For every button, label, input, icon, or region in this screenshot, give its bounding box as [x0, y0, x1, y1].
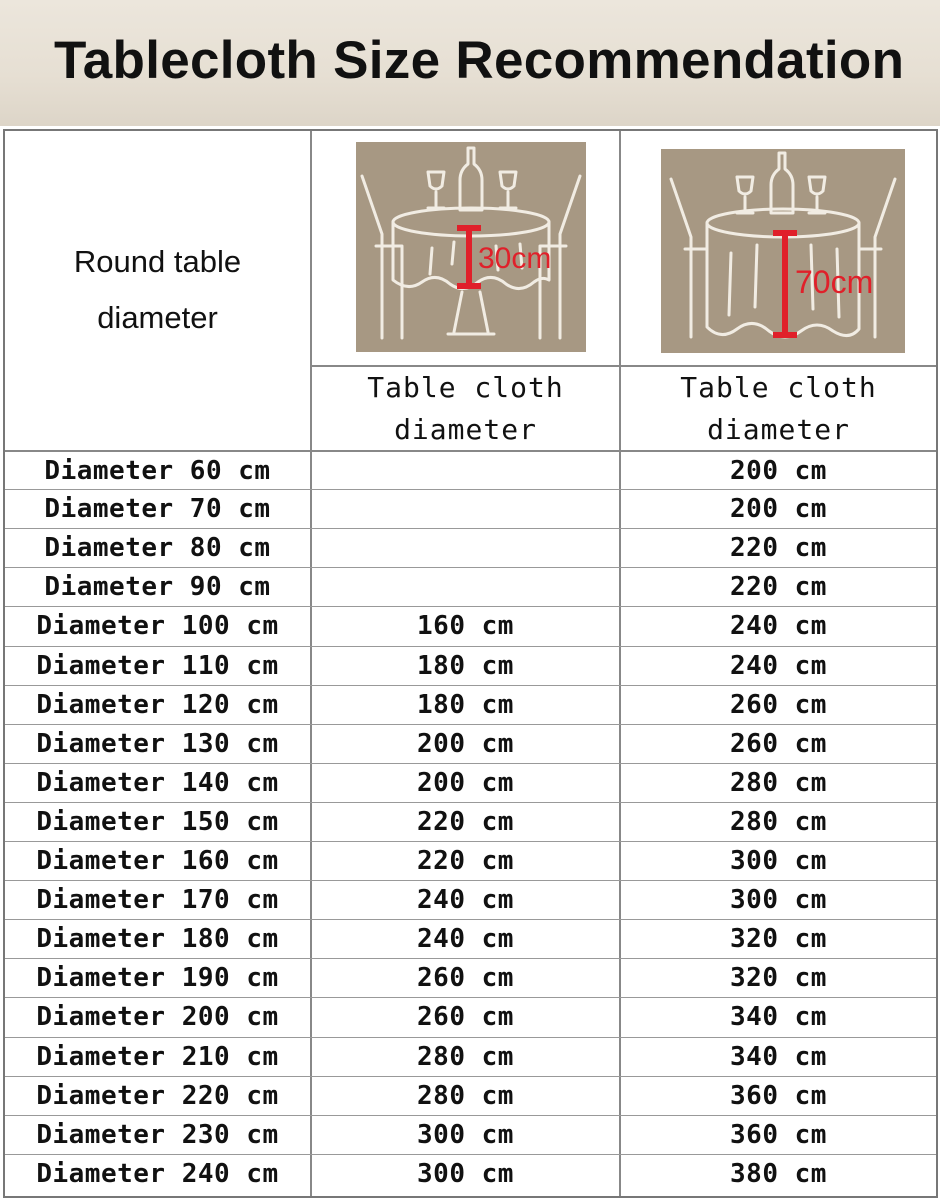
- short-cloth-cell: 200 cm: [417, 728, 514, 759]
- long-cloth-cell: 300 cm: [730, 885, 827, 916]
- table-diameter-cell: Diameter 130 cm: [36, 728, 279, 759]
- long-cloth-cell: 240 cm: [730, 650, 827, 681]
- table-diameter-cell: Diameter 160 cm: [36, 846, 279, 876]
- long-drop-illustration: [661, 149, 905, 353]
- table-diameter-cell: Diameter 120 cm: [36, 689, 279, 720]
- table-row: [5, 489, 936, 528]
- short-cloth-cell: 240 cm: [417, 924, 514, 955]
- table-diameter-cell: Diameter 80 cm: [44, 533, 271, 564]
- table-diameter-cell: Diameter 240 cm: [36, 1158, 279, 1189]
- table-row: [5, 450, 936, 489]
- size-table: [3, 129, 938, 1198]
- table-diameter-cell: Diameter 200 cm: [36, 1002, 279, 1033]
- long-cloth-cell: 300 cm: [730, 846, 827, 876]
- table-diameter-cell: Diameter 150 cm: [36, 806, 279, 837]
- short-cloth-header-line2: diameter: [394, 413, 537, 446]
- table-row: [5, 1076, 936, 1115]
- short-drop-illustration: [356, 142, 586, 352]
- table-row: [5, 606, 936, 645]
- table-diameter-cell: Diameter 170 cm: [36, 885, 279, 916]
- table-row: [5, 724, 936, 763]
- table-diameter-cell: Diameter 190 cm: [36, 963, 279, 994]
- table-short-cloth-icon: [356, 142, 586, 352]
- table-row: [5, 997, 936, 1036]
- long-cloth-cell: 360 cm: [730, 1080, 827, 1111]
- short-cloth-header-line1: Table cloth: [367, 371, 564, 404]
- table-diameter-cell: Diameter 70 cm: [44, 494, 271, 525]
- short-cloth-cell: 240 cm: [417, 885, 514, 916]
- table-long-cloth-icon: [661, 149, 905, 353]
- short-cloth-cell: 260 cm: [417, 1002, 514, 1033]
- long-cloth-header: [621, 367, 936, 451]
- long-cloth-cell: 200 cm: [730, 494, 827, 525]
- short-cloth-cell: [312, 529, 619, 568]
- table-row: [5, 646, 936, 685]
- round-table-header: [5, 131, 310, 449]
- table-row: [5, 567, 936, 606]
- long-cloth-cell: 340 cm: [730, 1002, 827, 1033]
- short-cloth-cell: 180 cm: [417, 650, 514, 681]
- short-cloth-cell: 280 cm: [417, 1080, 514, 1111]
- table-row: [5, 763, 936, 802]
- long-cloth-cell: 240 cm: [730, 611, 827, 642]
- round-table-header-line1: Round table: [73, 244, 242, 279]
- table-row: [5, 1115, 936, 1154]
- long-cloth-cell: 320 cm: [730, 924, 827, 955]
- short-cloth-cell: 200 cm: [417, 767, 514, 798]
- round-table-header-line2: diameter: [97, 300, 218, 335]
- short-cloth-cell: 180 cm: [417, 689, 514, 720]
- short-cloth-cell: 280 cm: [417, 1041, 514, 1072]
- long-cloth-cell: 260 cm: [730, 689, 827, 720]
- short-cloth-cell: 260 cm: [417, 963, 514, 994]
- table-diameter-cell: Diameter 90 cm: [44, 572, 271, 603]
- table-row: [5, 841, 936, 880]
- long-cloth-cell: 220 cm: [730, 533, 827, 564]
- short-cloth-cell: 220 cm: [417, 846, 514, 876]
- short-cloth-header: [312, 367, 619, 451]
- title-banner: [0, 0, 940, 126]
- long-cloth-cell: 380 cm: [730, 1158, 827, 1189]
- drop-70cm-label: 70cm: [795, 264, 874, 300]
- table-diameter-cell: Diameter 210 cm: [36, 1041, 279, 1072]
- long-cloth-cell: 320 cm: [730, 963, 827, 994]
- short-cloth-cell: 300 cm: [417, 1158, 514, 1189]
- table-row: [5, 802, 936, 841]
- long-cloth-cell: 280 cm: [730, 806, 827, 837]
- short-cloth-cell: [312, 452, 619, 491]
- short-cloth-cell: 300 cm: [417, 1119, 514, 1150]
- table-diameter-cell: Diameter 220 cm: [36, 1080, 279, 1111]
- table-diameter-cell: Diameter 180 cm: [36, 924, 279, 955]
- long-cloth-cell: 340 cm: [730, 1041, 827, 1072]
- long-cloth-cell: 220 cm: [730, 572, 827, 603]
- table-row: [5, 958, 936, 997]
- short-cloth-cell: [312, 490, 619, 529]
- table-diameter-cell: Diameter 60 cm: [44, 456, 271, 486]
- table-diameter-cell: Diameter 230 cm: [36, 1119, 279, 1150]
- short-cloth-cell: 220 cm: [417, 806, 514, 837]
- table-diameter-cell: Diameter 140 cm: [36, 767, 279, 798]
- long-cloth-header-line1: Table cloth: [680, 371, 877, 404]
- long-cloth-cell: 360 cm: [730, 1119, 827, 1150]
- long-cloth-cell: 260 cm: [730, 728, 827, 759]
- table-diameter-cell: Diameter 110 cm: [36, 650, 279, 681]
- long-cloth-cell: 200 cm: [730, 456, 827, 486]
- drop-30cm-label: 30cm: [478, 242, 552, 275]
- long-cloth-header-line2: diameter: [707, 413, 850, 446]
- short-cloth-cell: [312, 568, 619, 607]
- table-row: [5, 880, 936, 919]
- table-row: [5, 1154, 936, 1193]
- long-cloth-cell: 280 cm: [730, 767, 827, 798]
- table-diameter-cell: Diameter 100 cm: [36, 611, 279, 642]
- table-row: [5, 685, 936, 724]
- table-row: [5, 919, 936, 958]
- short-cloth-cell: 160 cm: [417, 611, 514, 642]
- table-row: [5, 528, 936, 567]
- page-title: Tablecloth Size Recommendation: [54, 31, 905, 90]
- table-row: [5, 1037, 936, 1076]
